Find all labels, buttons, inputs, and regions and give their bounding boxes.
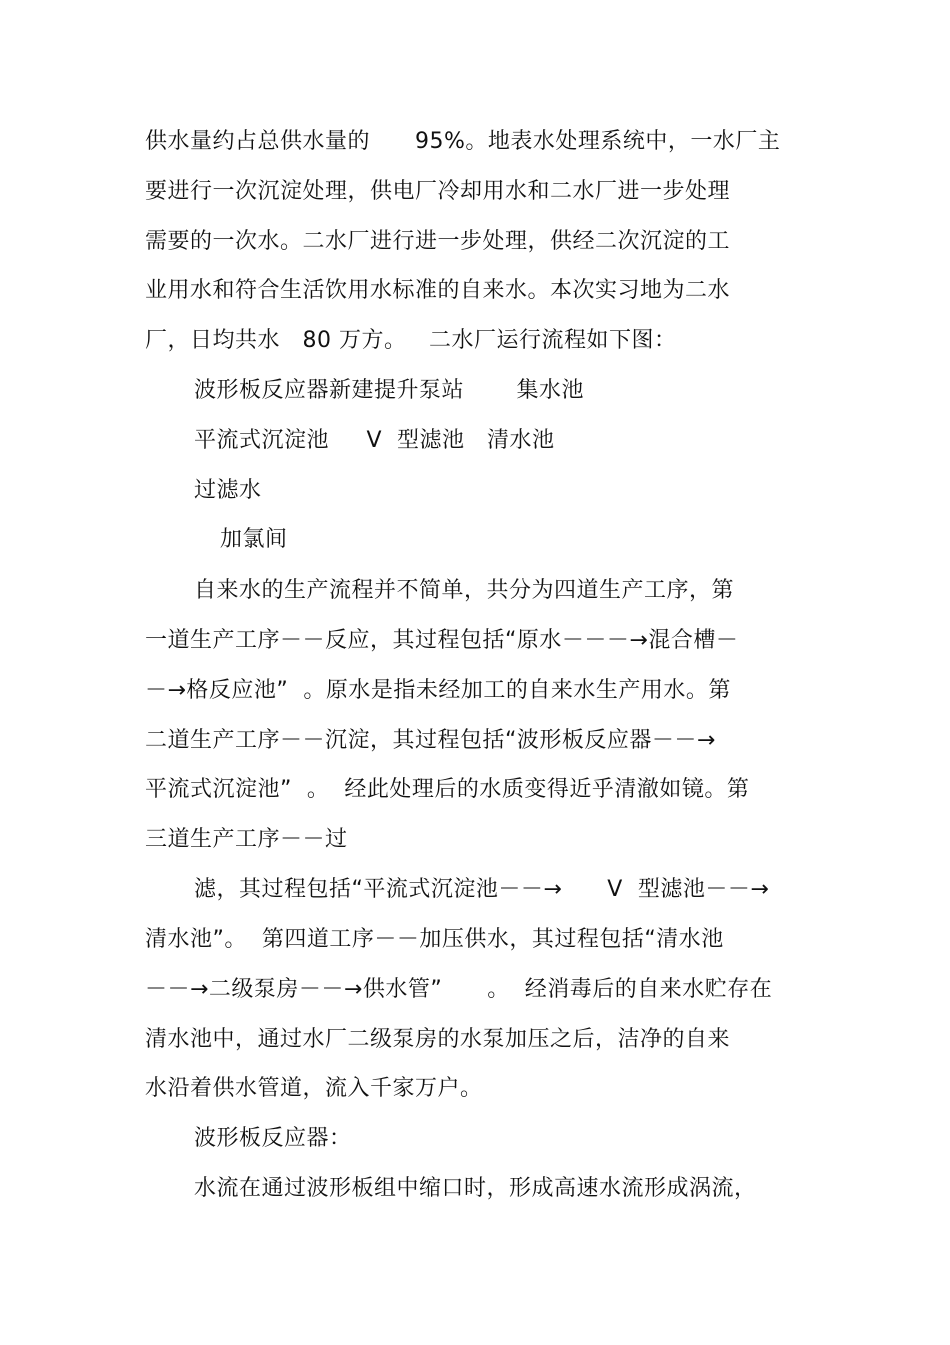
text-line: 自来水的生产流程并不简单，共分为四道生产工序，第 bbox=[194, 578, 735, 603]
text-line: －→格反应池” 。原水是指未经加工的自来水生产用水。第 bbox=[145, 678, 731, 703]
text-line: 业用水和符合生活饮用水标准的自来水。本次实习地为二水 bbox=[145, 278, 731, 303]
text-line: 一道生产工序－－反应，其过程包括“原水－－－→混合槽－ bbox=[145, 628, 739, 653]
flow-line: 过滤水 bbox=[194, 478, 262, 503]
text-line: 三道生产工序－－过 bbox=[145, 827, 348, 852]
text-line: 要进行一次沉淀处理，供电厂冷却用水和二水厂进一步处理 bbox=[145, 179, 731, 204]
text-line: 供水量约占总供水量的 95%。地表水处理系统中，一水厂主 bbox=[145, 129, 781, 154]
text-line: 清水池中，通过水厂二级泵房的水泵加压之后，洁净的自来 bbox=[145, 1027, 731, 1052]
text-line: 滤，其过程包括“平流式沉淀池－－→ V 型滤池－－→ bbox=[194, 877, 770, 902]
text-line: －－→二级泵房－－→供水管” 。 经消毒后的自来水贮存在 bbox=[145, 977, 773, 1002]
text-line: 厂，日均共水 80 万方。 二水厂运行流程如下图： bbox=[145, 328, 677, 353]
section-heading: 波形板反应器： bbox=[194, 1126, 352, 1151]
text-line: 水流在通过波形板组中缩口时，形成高速水流形成涡流， bbox=[194, 1176, 757, 1201]
text-line: 平流式沉淀池” 。 经此处理后的水质变得近乎清澈如镜。第 bbox=[145, 777, 750, 802]
flow-line: 波形板反应器新建提升泵站 集水池 bbox=[194, 378, 584, 403]
text-line: 清水池”。 第四道工序－－加压供水，其过程包括“清水池 bbox=[145, 927, 724, 952]
text-line: 需要的一次水。二水厂进行进一步处理，供经二次沉淀的工 bbox=[145, 229, 731, 254]
flow-line: 加氯间 bbox=[220, 527, 288, 552]
text-line: 二道生产工序－－沉淀，其过程包括“波形板反应器－－→ bbox=[145, 728, 716, 753]
flow-line: 平流式沉淀池 V 型滤池 清水池 bbox=[194, 428, 555, 453]
text-line: 水沿着供水管道，流入千家万户。 bbox=[145, 1076, 483, 1101]
